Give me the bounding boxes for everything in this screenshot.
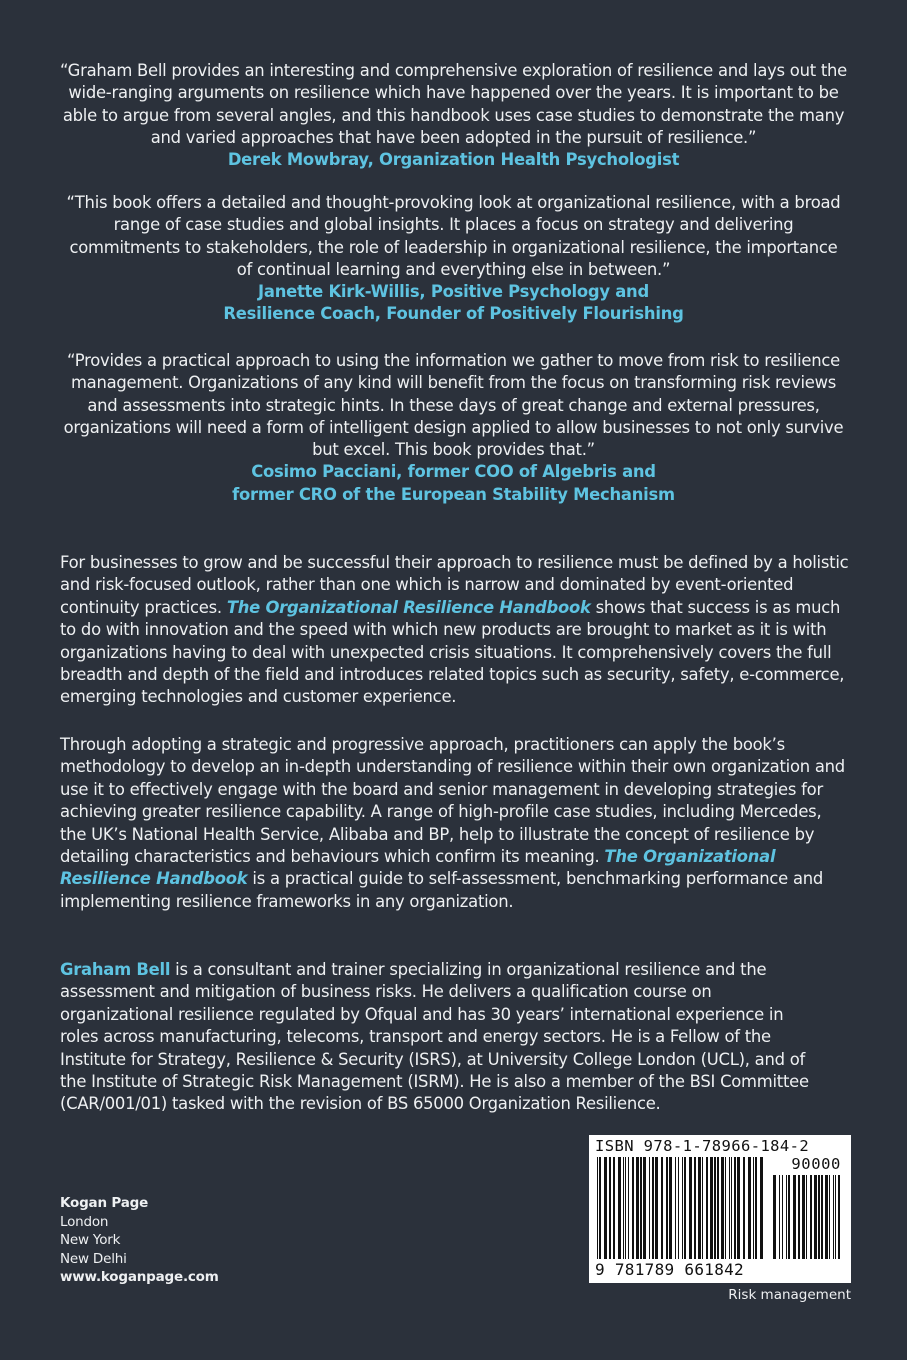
barcode-bar (669, 1157, 672, 1259)
barcode-bar (748, 1157, 751, 1259)
quote-1-text: “Graham Bell provides an interesting and comprehensive exploration of resilience and lays out the wide-ranging arguments on resilience which have happened over the years. It is important to be able to argue from several angles, and this handbook uses case studies to demonstrate the many and varied approaches that have been adopted in the pursuit of resilience.” (60, 61, 848, 147)
barcode-bar (760, 1157, 763, 1259)
barcode-bar (625, 1157, 626, 1259)
publisher-website: www.koganpage.com (60, 1269, 219, 1286)
barcode-bar (710, 1157, 713, 1259)
publisher-city-new-york: New York (60, 1232, 121, 1249)
quote-2-text: “This book offers a detailed and thought-provoking look at organizational resilience, with a broad range of case studies and global insights. It places a focus on strategy and delivering commitments to stakeholders, the role of leadership in organizational resilience, the importance of continual learning and everything else in between.” (66, 193, 841, 279)
barcode-bar (802, 1175, 805, 1259)
author-name: Graham Bell (60, 960, 171, 979)
barcode-bar (661, 1157, 663, 1259)
barcode-bar (743, 1157, 745, 1259)
barcode-bar (833, 1175, 834, 1259)
isbn-label: ISBN 978-1-78966-184-2 (595, 1137, 810, 1155)
quote-2-attribution-line-2: Resilience Coach, Founder of Positively Flourishing (223, 304, 684, 324)
barcode-bar (821, 1175, 823, 1259)
barcode-bar (623, 1157, 624, 1259)
barcode-bar (721, 1157, 724, 1259)
category-label: Risk management (728, 1287, 851, 1303)
barcode-bar (652, 1157, 654, 1259)
description-paragraph-1 (60, 552, 850, 709)
barcode-bar (829, 1175, 830, 1259)
quote-3 (60, 350, 847, 506)
barcode-bar (838, 1175, 840, 1259)
barcode-bar (773, 1175, 776, 1259)
author-bio (60, 959, 820, 1116)
barcode-bar (613, 1157, 615, 1259)
barcode-bar (729, 1157, 730, 1259)
quote-3-attribution-line-2: former CRO of the European Stability Mechanism (232, 484, 675, 504)
ean-digits: 9 781789 661842 (595, 1260, 744, 1279)
barcode-bar (793, 1175, 796, 1259)
publisher-name: Kogan Page (60, 1195, 149, 1211)
barcode-bar (640, 1157, 642, 1259)
barcode-bar (604, 1157, 607, 1259)
barcode-bar (814, 1175, 817, 1259)
barcode-bar (682, 1157, 683, 1259)
barcode-bar (734, 1157, 736, 1259)
barcode-bar (779, 1175, 780, 1259)
barcode-bar (643, 1157, 646, 1259)
publisher-city-new-delhi: New Delhi (60, 1250, 127, 1267)
barcode-bar (636, 1157, 639, 1259)
barcode-bar (806, 1175, 807, 1259)
isbn-barcode (589, 1135, 851, 1283)
author-bio-text: is a consultant and trainer specializing in organizational resilience and the assessment and mitigation of business risks. He delivers a qualification course on organizational resilience regulated by Ofqual and has 30 years’ international experience in roles across manufacturing, telecoms, transport and energy sectors. He is a Fellow of the Institute for Strategy, Resilience & Security (ISRS), at University College London (UCL), and of the Institute of Strategic Risk Management (ISRM). He is also a member of the BSI Committee (CAR/001/01) tasked with the revision of BS 65000 Organization Resilience. (60, 960, 809, 1114)
barcode-bar (786, 1175, 787, 1259)
description-1-part-1: For businesses to grow and be successful their approach to resilience must be defined by a holistic and risk-focused outlook, rather than one which is narrow and dominated by event-oriented continuity practices. (60, 553, 849, 617)
quote-2 (60, 192, 847, 326)
quote-2-attribution-line-1: Janette Kirk-Willis, Positive Psychology and (258, 282, 649, 302)
barcode-bar (618, 1157, 621, 1259)
barcode-bar (818, 1175, 820, 1259)
barcode-bar (597, 1157, 598, 1259)
barcode-bar (731, 1157, 732, 1259)
barcode-bar (810, 1175, 812, 1259)
barcode-bar (717, 1157, 719, 1259)
barcode-bar (725, 1157, 726, 1259)
publisher-city-london: London (60, 1213, 109, 1230)
description-2-part-2: is a practical guide to self-assessment, benchmarking performance and implementing resilience frameworks in any organization. (60, 869, 824, 911)
barcode-bar (609, 1157, 611, 1259)
isbn-addon-digits: 90000 (791, 1155, 841, 1173)
barcode-bar (737, 1157, 740, 1259)
quote-3-attribution-line-1: Cosimo Pacciani, former COO of Algebris and (251, 462, 656, 482)
barcode-bar (678, 1157, 679, 1259)
barcode-bar (599, 1157, 601, 1259)
barcode-bar (798, 1175, 800, 1259)
quote-1 (60, 60, 847, 171)
book-title-inline-1: The Organizational Resilience Handbook (226, 597, 591, 617)
barcode-bar (782, 1175, 783, 1259)
barcode-bar (702, 1157, 703, 1259)
barcode-bar (835, 1175, 836, 1259)
barcode-bar (714, 1157, 716, 1259)
barcode-bar (689, 1157, 692, 1259)
barcode-bar (755, 1157, 757, 1259)
barcode-bar (655, 1157, 658, 1259)
barcode-bar (698, 1157, 701, 1259)
barcode-bar (694, 1157, 696, 1259)
barcode-bar (753, 1157, 754, 1259)
barcode-bar (675, 1157, 676, 1259)
barcode-bar (649, 1157, 650, 1259)
description-paragraph-2 (60, 734, 850, 913)
barcode-bar (632, 1157, 634, 1259)
barcode-bar (684, 1157, 686, 1259)
book-title-inline-2: The Organizational Resilience Handbook (60, 847, 776, 889)
barcode-bar (788, 1175, 790, 1259)
barcode-bar (666, 1157, 668, 1259)
description-1-part-2: shows that success is as much to do with innovation and the speed with which new products are brought to market as it is with organizations having to deal with unexpected crisis situations. It comprehensively covers the full breadth and depth of the field and introduces related topics such as security, safety, e-commerce, emerging technologies and customer experience. (60, 597, 845, 707)
publisher-block (60, 1194, 219, 1287)
description-2-part-1: Through adopting a strategic and progressive approach, practitioners can apply the book’s methodology to develop an in-depth understanding of resilience within their own organization and use it to effectively engage with the board and senior management in developing strategies for achieving greater resilience capability. A range of high-profile case studies, including Mercedes, the UK’s National Health Service, Alibaba and BP, help to illustrate the concept of resilience by detailing characteristics and behaviours which confirm its meaning. (60, 735, 845, 867)
barcode-bar (706, 1157, 708, 1259)
quote-1-attribution-line-1: Derek Mowbray, Organization Health Psychologist (227, 150, 680, 170)
quote-3-text: “Provides a practical approach to using the information we gather to move from risk to resilience management. Organizations of any kind will benefit from the focus on transforming risk reviews and assessments into strategic hints. In these days of great change and external pressures, organizations will need a form of intelligent design applied to allow businesses to not only survive but excel. This book provides that.” (63, 351, 844, 460)
barcode-bar (628, 1157, 629, 1259)
barcode-bar (825, 1175, 828, 1259)
